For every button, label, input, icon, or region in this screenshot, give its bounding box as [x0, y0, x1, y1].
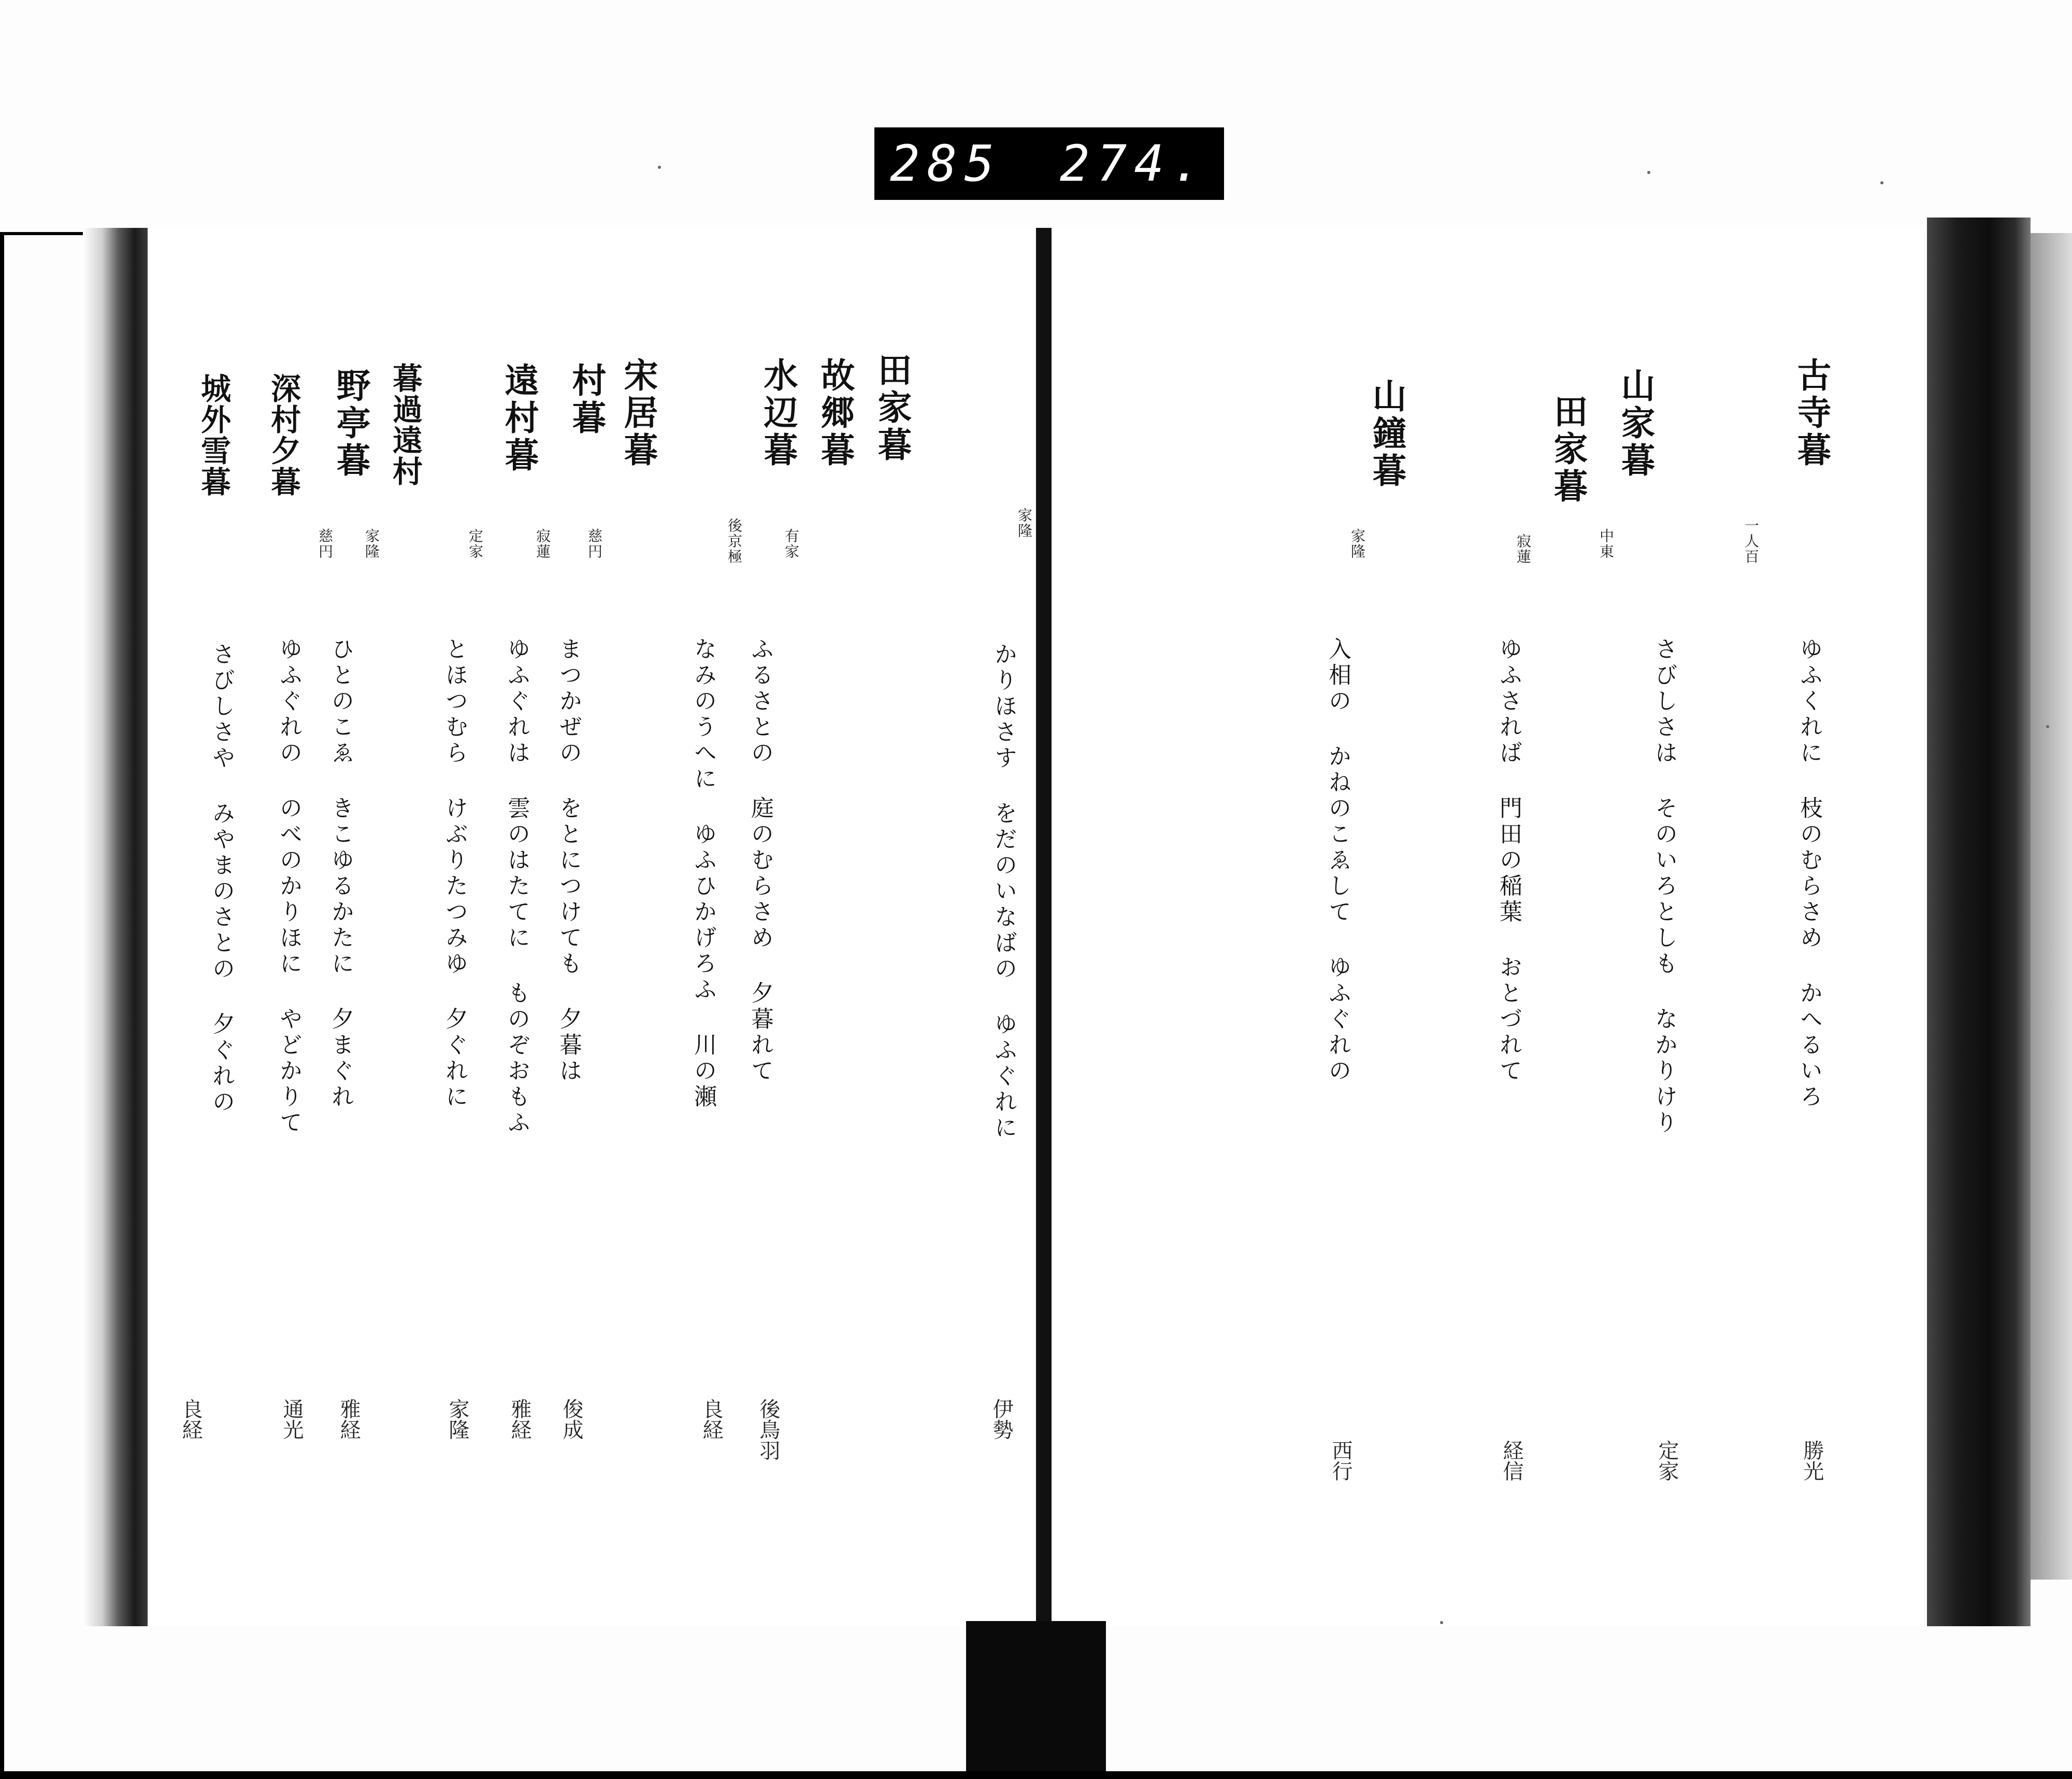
entry-title: 宋居暮: [618, 357, 658, 469]
entry-note: 家隆: [1349, 528, 1366, 559]
entry-verse: ふるさとの 庭のむらさめ 夕暮れて: [747, 637, 773, 1084]
entry-verse: まつかぜの をとにつけても 夕暮は: [555, 637, 582, 1084]
entry-note: 一人百: [1743, 518, 1760, 565]
top-left-frame-rule: [0, 232, 93, 235]
entry-title: 山家暮: [1615, 368, 1656, 480]
entry-title: 村暮: [566, 363, 607, 437]
scan-speck: [1647, 171, 1650, 174]
page-number-plate: [874, 127, 1224, 200]
entry-verse: ゆふくれに 枝のむらさめ かへるいろ: [1796, 637, 1822, 1110]
entry-poet: 通光: [280, 1398, 304, 1440]
entry-poet: 雅経: [508, 1398, 531, 1440]
entry-title: 古寺暮: [1791, 357, 1832, 469]
entry-verse: 入相の かねのこゑして ゆふぐれの: [1325, 637, 1351, 1084]
entry-note: 寂蓮: [1515, 533, 1532, 565]
entry-verse: さびしさは そのいろとしも なかりけり: [1651, 637, 1677, 1136]
entry-note: 家隆: [1016, 508, 1033, 539]
entry-verse: ゆふされば 門田の稲葉 おとづれて: [1495, 637, 1522, 1084]
entry-note: 有家: [783, 528, 800, 559]
entry-note: 慈円: [316, 528, 334, 559]
entry-verse: ゆふぐれは 雲のはたてに ものぞおもふ: [503, 637, 530, 1136]
right-page-stack-strip: [2031, 233, 2072, 1580]
entry-verse: かりほさす をだのいなばの ゆふぐれに: [990, 642, 1017, 1141]
entry-title: 水辺暮: [758, 357, 798, 469]
page-number-left: 285: [890, 135, 1002, 193]
entry-title: 山鐘暮: [1366, 378, 1407, 490]
left-frame-rule: [0, 232, 4, 1779]
entry-poet: 西行: [1329, 1440, 1352, 1481]
scan-speck: [2046, 725, 2049, 728]
entry-poet: 家隆: [445, 1398, 469, 1440]
entry-note: 家隆: [363, 528, 380, 559]
entry-note: 後京極: [726, 518, 743, 565]
left-page-stack-edge: [83, 228, 148, 1626]
book-spine: [1036, 228, 1052, 1631]
entry-poet: 定家: [1655, 1440, 1679, 1481]
entry-poet: 俊成: [559, 1398, 583, 1440]
entry-poet: 経信: [1500, 1440, 1523, 1481]
entry-title: 田家暮: [872, 352, 912, 464]
entry-poet: 勝光: [1800, 1440, 1824, 1481]
scan-speck: [1880, 181, 1883, 184]
entry-verse: ひとのこゑ きこゆるかたに 夕まぐれ: [327, 637, 354, 1110]
entry-note: 慈円: [586, 528, 603, 559]
entry-note: 中東: [1598, 528, 1615, 559]
right-page-stack-edge: [1927, 218, 2031, 1626]
entry-title: 城外雪暮: [196, 373, 231, 497]
entry-title: 野亭暮: [330, 368, 371, 480]
entry-verse: とほつむら けぶりたつみゆ 夕ぐれに: [441, 637, 468, 1110]
entry-note: 定家: [467, 528, 484, 559]
entry-verse: さびしさや みやまのさとの 夕ぐれの: [208, 642, 235, 1116]
entry-poet: 伊勢: [989, 1398, 1013, 1440]
entry-note: 寂蓮: [534, 528, 551, 559]
entry-title: 暮過遠村: [387, 363, 423, 487]
entry-verse: なみのうへに ゆふひかげろふ 川の瀬: [690, 637, 716, 1110]
entry-title: 田家暮: [1548, 394, 1588, 505]
entry-poet: 後鳥羽: [756, 1398, 780, 1460]
scan-speck: [1440, 1621, 1443, 1624]
entry-title: 深村夕暮: [266, 373, 301, 497]
left-page: [148, 228, 1036, 1626]
scan-speck: [658, 166, 661, 169]
page-number-right: 274.: [1059, 135, 1208, 193]
entry-verse: ゆふぐれの のべのかりほに やどかりて: [276, 637, 302, 1136]
entry-poet: 雅経: [337, 1398, 361, 1440]
right-page: [1052, 228, 1927, 1626]
bottom-frame-rule: [0, 1771, 2072, 1779]
entry-title: 遠村暮: [499, 363, 539, 474]
entry-poet: 良経: [699, 1398, 723, 1440]
entry-title: 故郷暮: [815, 357, 855, 469]
spine-shadow-block: [966, 1621, 1106, 1771]
entry-poet: 良経: [179, 1398, 203, 1440]
